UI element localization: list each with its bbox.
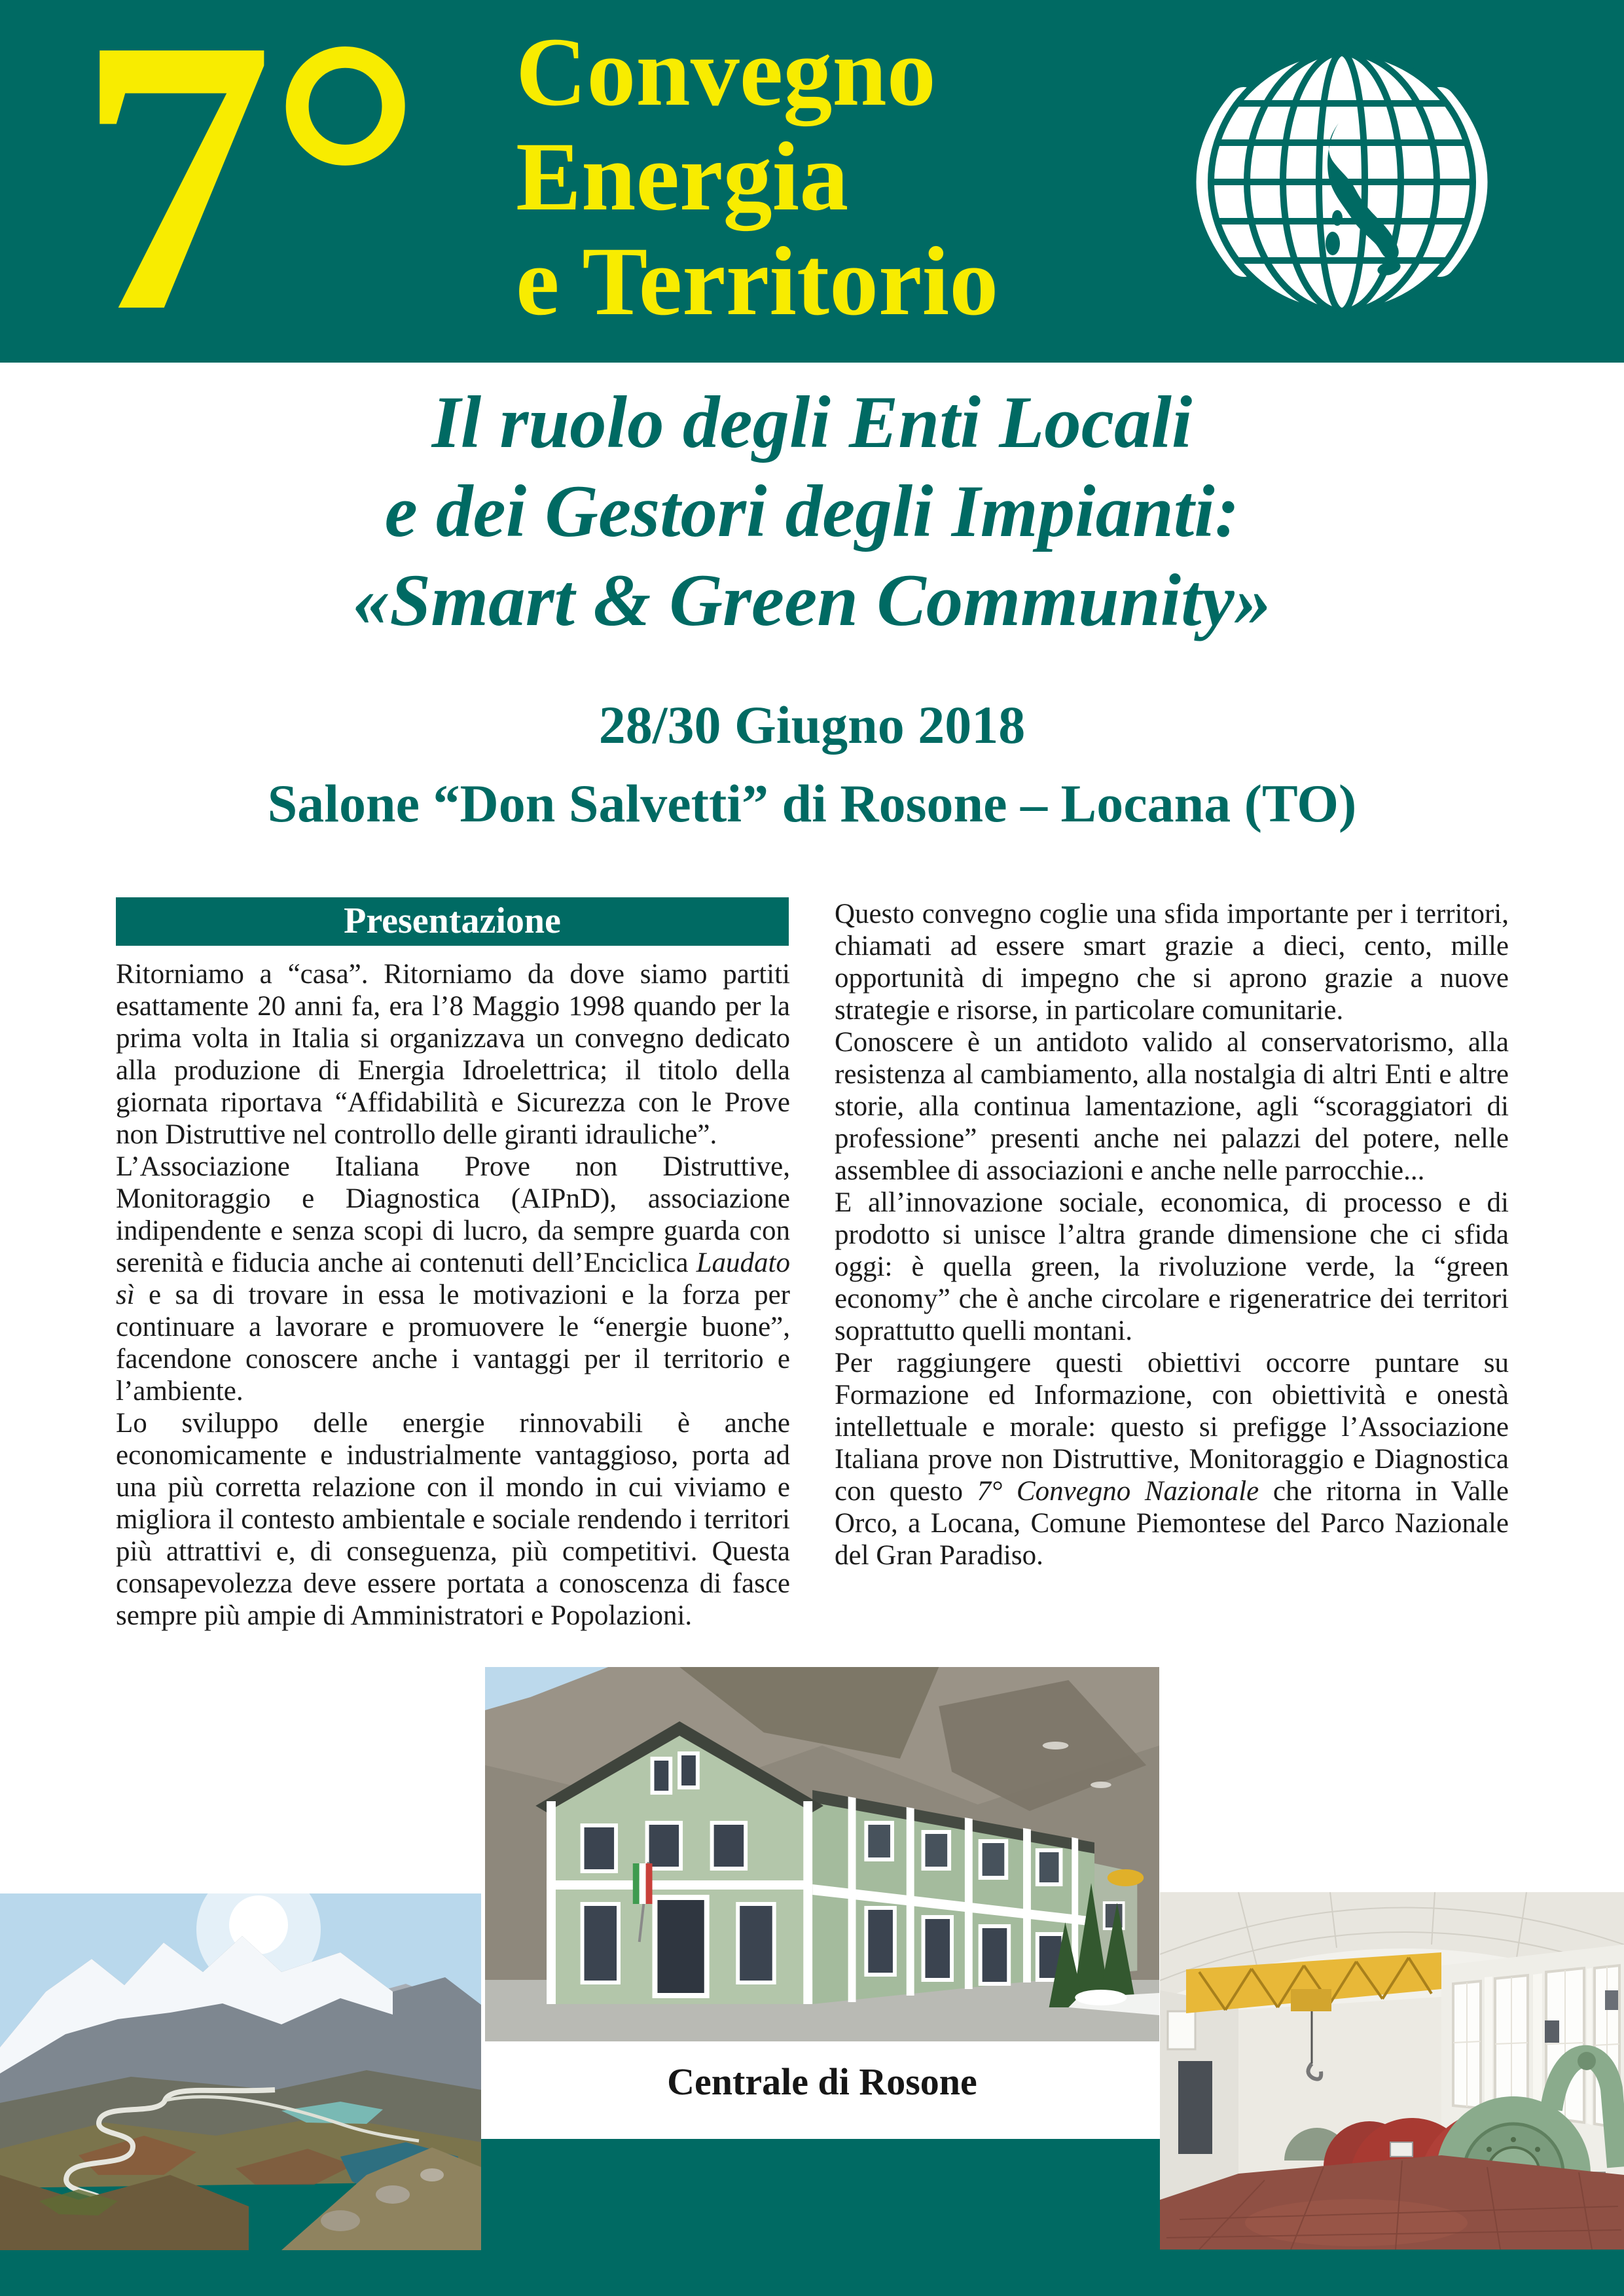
paragraph: E all’innovazione sociale, economica, di processo e di prodotto si unisce l’altra grande dimensione che ci sfida oggi: è quella green, la rivoluzione verde, la “green economy” che è anche circolare e rigeneratrice dei territori soprattutto quelli montani.	[835, 1187, 1509, 1346]
presentation-left-column	[116, 958, 790, 1631]
paragraph: Lo sviluppo delle energie rinnovabili è anche economicamente e industrialmente vantaggioso, porta ad una più corretta relazione con il mondo in cui viviamo e migliora il contesto ambientale e sociale rendendo i territori più attrattivi e, di conseguenza, più competitivi. Questa consapevolezza deve essere portata a conoscenza di fasce sempre più ampie di Amministratori e Popolazioni.	[116, 1408, 790, 1631]
header-band	[0, 0, 1624, 393]
paragraph: L’Associazione Italiana Prove non Distruttive, Monitoraggio e Diagnostica (AIPnD), associazione indipendente e senza scopi di lucro, da sempre guarda con serenità e fiducia anche ai contenuti dell’Enciclica Laudato sì e sa di trovare in essa le motivazioni e la forza per continuare a lavorare e promuovere le “energie buone”, facendone conoscere anche i vantaggi per il territorio e l’ambiente.	[116, 1151, 790, 1407]
rosone-powerhouse-photo	[485, 1667, 1159, 2041]
aipnd-globe-logo	[1178, 18, 1506, 346]
powerhouse-illustration	[485, 1667, 1159, 2041]
photo-caption: Centrale di Rosone	[667, 2060, 977, 2103]
paragraph: Conoscere è un antidoto valido al conservatorismo, alla resistenza al cambiamento, alla nostalgia di altri Enti e altre storie, alla continua lamentazione, agli “scoraggiatori di professione” presenti anche nei palazzi del potere, nelle assemblee di associazioni e anche nelle parrocchie...	[835, 1027, 1509, 1186]
paragraph: Ritorniamo a “casa”. Ritorniamo da dove siamo partiti esattamente 20 anni fa, era l’8 Maggio 1998 quando per la prima volta in Italia si organizzava un convegno dedicato alla produzione di Energia Idroelettrica; il titolo della giornata riportava “Affidabilità e Sicurezza con le Prove non Distruttive nel controllo delle giranti idrauliche”.	[116, 959, 790, 1150]
presentation-heading: Presentazione	[344, 901, 561, 941]
wall-control-box	[1545, 2020, 1559, 2043]
header-title-line-2: Energia	[516, 122, 849, 231]
mountain-landscape-photo	[0, 1893, 481, 2250]
header-title	[516, 20, 998, 334]
main-title	[0, 378, 1624, 645]
aipnd-globe-logo-svg	[1178, 18, 1506, 346]
event-venue: Salone “Don Salvetti” di Rosone – Locana (TO)	[267, 774, 1357, 833]
event-date: 28/30 Giugno 2018	[598, 695, 1026, 755]
machine-hall-illustration	[1160, 1892, 1624, 2250]
edition-number: 7°	[77, 0, 418, 393]
yellow-equipment	[1108, 1869, 1144, 1886]
presentation-right-column	[835, 898, 1509, 1592]
main-title-line-1: Il ruolo degli Enti Locali	[431, 382, 1193, 463]
header-title-line-1: Convegno	[516, 18, 936, 126]
machine-hall-photo	[1160, 1892, 1624, 2250]
main-title-line-3: «Smart & Green Community»	[352, 560, 1272, 641]
entrance-door	[655, 1897, 706, 1996]
mountain-landscape-illustration	[0, 1893, 481, 2250]
italian-flag	[633, 1863, 653, 1904]
main-title-line-2: e dei Gestori degli Impianti:	[384, 471, 1240, 552]
presentation-heading-bar	[116, 897, 789, 946]
paragraph: Per raggiungere questi obiettivi occorre puntare su Formazione ed Informazione, con obiettività e onestà intellettuale e morale: questo si prefigge l’Associazione Italiana prove non Distruttive, Monitoraggio e Diagnostica con questo 7° Convegno Nazionale che ritorna in Valle Orco, a Locana, Comune Piemontese del Parco Nazionale del Gran Paradiso.	[835, 1348, 1509, 1571]
paragraph: Questo convegno coglie una sfida importante per i territori, chiamati ad essere smart grazie a dieci, cento, mille opportunità di impegno che si aprono grazie a nuove strategie e risorse, in particolare comunitarie.	[835, 899, 1509, 1026]
header-title-line-3: e Territorio	[516, 227, 999, 336]
